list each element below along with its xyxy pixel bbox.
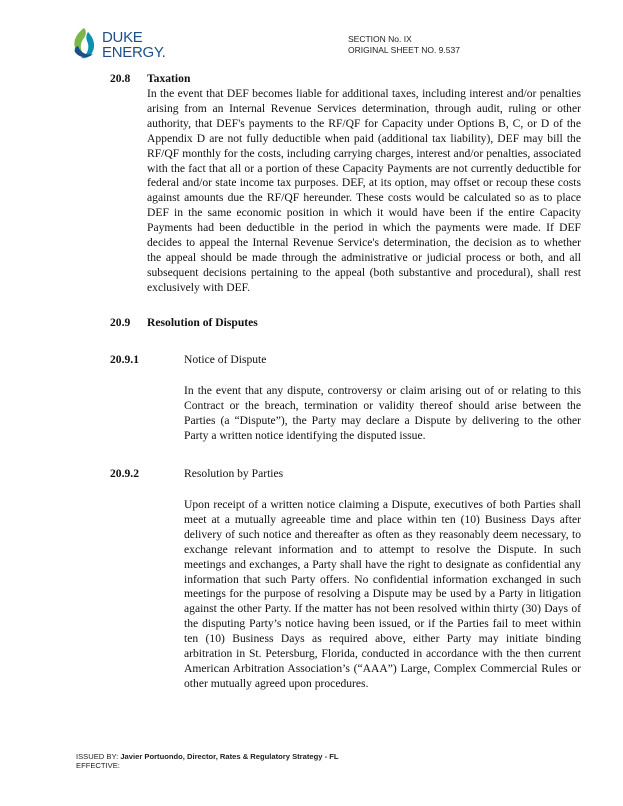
- logo-line2: ENERGY.: [102, 44, 166, 61]
- section-20-9-title: Resolution of Disputes: [147, 316, 258, 329]
- section-20-9-1-title: Notice of Dispute: [184, 353, 267, 366]
- section-20-9-2-number: 20.9.2: [110, 467, 139, 480]
- page-footer: [76, 752, 339, 770]
- section-20-9-2-title: Resolution by Parties: [184, 467, 284, 480]
- duke-energy-logo: [70, 24, 180, 68]
- section-20-8-number: 20.8: [110, 72, 131, 85]
- logo-line1: DUKE: [102, 29, 143, 46]
- sheet-number: ORIGINAL SHEET NO. 9.537: [348, 45, 460, 55]
- issued-by-line: [76, 752, 339, 761]
- section-20-8-title: Taxation: [147, 72, 191, 85]
- section-20-8-body: In the event that DEF becomes liable for additional taxes, including interest and/or penalties arising from an Internal Revenue Services determination, through audit, ruling or other authority, that DEF's payments to the RF/QF for Capacity under Options B, C, or D of the Appendix D are not fully deductible when paid (additional tax liability), DEF may bill the RF/QF monthly for the costs, including carrying charges, interest and/or penalties, associated with the fact that all or a portion of these Capacity Payments are not currently deductible for federal and/or state income tax purposes. DEF, at its option, may offset or recoup these costs against amounts due the RF/QF hereunder. These costs would be calculated so as to place DEF in the same economic position in which it would have been if the entire Capacity Payments had been deductible in the period in which the payments were made. If DEF decides to appeal the Internal Revenue Service's determination, the decision as to whether the appeal should be made through the administrative or judicial process or both, and all subsequent decisions pertaining to the appeal (both substantive and procedural), shall rest exclusively with DEF.: [147, 87, 581, 294]
- issued-by-name: Javier Portuondo, Director, Rates & Regulatory Strategy - FL: [120, 752, 339, 761]
- issued-by-label: ISSUED BY:: [76, 752, 121, 761]
- section-20-9-number: 20.9: [110, 316, 131, 329]
- logo-wordmark: [102, 30, 165, 60]
- section-20-9-1-body: In the event that any dispute, controversy or claim arising out of or relating to this Contract or the breach, termination or validity thereof should arise between the Parties (a “Dispute”), the Party may declare a Dispute by delivering to the other Party a written notice identifying the disputed issue.: [184, 384, 581, 442]
- section-number: SECTION No. IX: [348, 34, 412, 44]
- section-20-9-1-number: 20.9.1: [110, 353, 139, 366]
- section-20-9-2-body: Upon receipt of a written notice claiming a Dispute, executives of both Parties shall meet at a mutually agreeable time and place within ten (10) Business Days after delivery of such notice and thereafter as often as they reasonably deem necessary, to exchange relevant information and to attempt to resolve the Dispute. In such meetings and exchanges, a Party shall have the right to designate as confidential any information that such Party offers. No confidential information exchanged in such meetings for the purpose of resolving a Dispute may be used by a Party in litigation against the other Party. If the matter has not been resolved within thirty (30) Days of the disputing Party’s notice having been issued, or if the Parties fail to meet within ten (10) Business Days as required above, either Party may initiate binding arbitration in St. Petersburg, Florida, conducted in accordance with the then current American Arbitration Association’s (“AAA”) Large, Complex Commercial Rules or other mutually agreed upon procedures.: [184, 498, 581, 690]
- effective-label: EFFECTIVE:: [76, 761, 120, 770]
- sheet-header: [348, 34, 460, 56]
- duke-energy-flame-icon: [70, 26, 100, 62]
